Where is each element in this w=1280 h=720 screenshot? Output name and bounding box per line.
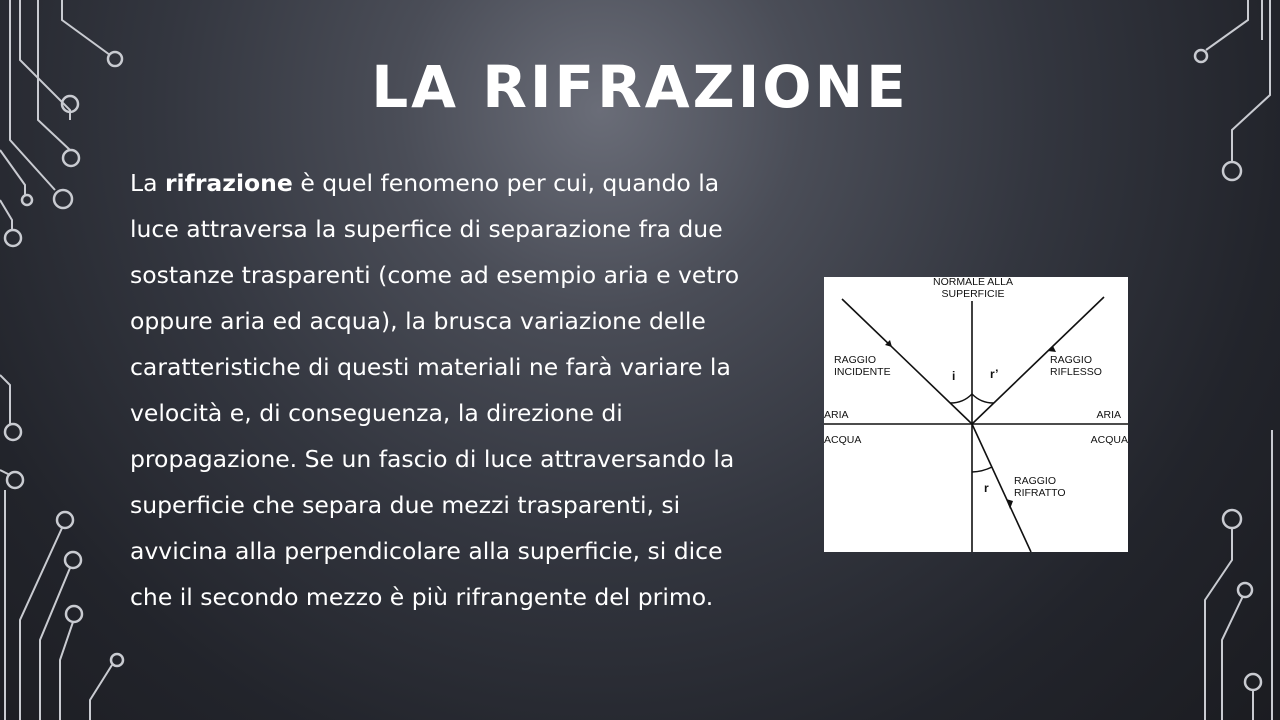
- air-label-left: ARIA: [824, 409, 849, 421]
- normal-label-line2: SUPERFICIE: [941, 288, 1005, 300]
- slide-title: LA RIFRAZIONE: [371, 53, 909, 121]
- water-label-left: ACQUA: [824, 434, 862, 446]
- water-label-right: ACQUA: [1090, 434, 1128, 446]
- incident-label-line2: INCIDENTE: [834, 366, 891, 378]
- refraction-diagram: [824, 277, 1128, 552]
- reflected-label-line1: RAGGIO: [1050, 354, 1093, 366]
- paragraph-lead: La: [130, 169, 165, 197]
- normal-label-line1: NORMALE ALLA: [933, 277, 1013, 288]
- incident-label-line1: RAGGIO: [834, 354, 877, 366]
- paragraph-term: rifrazione: [164, 169, 293, 197]
- angle-r-arc: [972, 467, 992, 472]
- paragraph-rest: è quel fenomeno per cui, quando la luce attraversa la superfice di separazione fra due sostanze trasparenti (come ad esempio aria e vetro oppure aria ed acqua), la brusca variazione delle caratteristiche di questi materiali ne farà variare la velocità e, di conseguenza, la direzione di propagazione. Se un fascio di luce attraversando la superficie che separa due mezzi trasparenti, si avvicina alla perpendicolare alla superficie, si dice che il secondo mezzo è più rifrangente del primo.: [130, 169, 740, 611]
- refracted-arrow-icon: [1006, 499, 1013, 509]
- angle-r-prime-label: r’: [990, 367, 999, 381]
- angle-i-label: i: [952, 369, 956, 383]
- refraction-diagram-svg: [824, 277, 1128, 552]
- angle-r-label: r: [984, 481, 989, 495]
- refracted-label-line2: RIFRATTO: [1014, 487, 1066, 499]
- angle-r-prime-arc: [972, 394, 994, 403]
- refracted-label-line1: RAGGIO: [1014, 475, 1057, 487]
- angle-i-arc: [950, 394, 972, 403]
- body-paragraph: [130, 160, 750, 620]
- reflected-label-line2: RIFLESSO: [1050, 366, 1102, 378]
- air-label-right: ARIA: [1096, 409, 1121, 421]
